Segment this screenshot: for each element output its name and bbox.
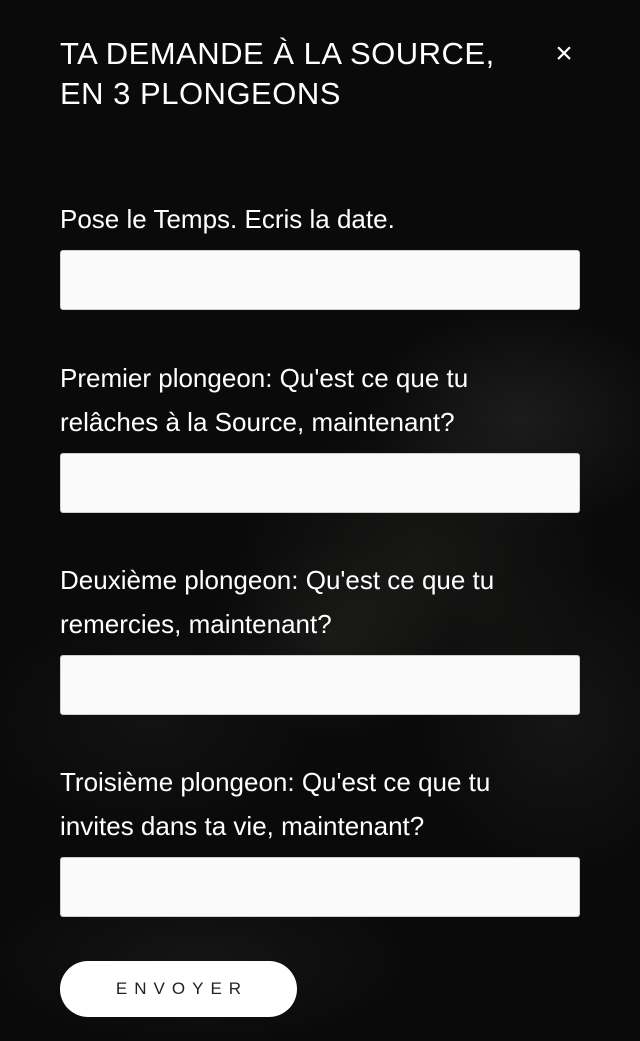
first-dive-field[interactable] bbox=[60, 453, 580, 513]
date-field-label-line-1: Pose le Temps. Ecris la date. bbox=[60, 204, 395, 234]
third-dive-field-label bbox=[60, 760, 580, 848]
second-dive-field-label bbox=[60, 558, 580, 646]
second-dive-field-label-line-2: remercies, maintenant? bbox=[60, 609, 332, 639]
close-icon[interactable]: × bbox=[555, 37, 573, 70]
modal-title-line-1: TA DEMANDE À LA SOURCE, bbox=[60, 36, 495, 71]
modal-title bbox=[60, 34, 530, 114]
second-dive-field-label-line-1: Deuxième plongeon: Qu'est ce que tu bbox=[60, 565, 495, 595]
send-button[interactable]: ENVOYER bbox=[60, 961, 297, 1017]
first-dive-field-label-line-2: relâches à la Source, maintenant? bbox=[60, 407, 455, 437]
third-dive-field-label-line-1: Troisième plongeon: Qu'est ce que tu bbox=[60, 767, 491, 797]
modal-title-line-2: EN 3 PLONGEONS bbox=[60, 76, 341, 111]
first-dive-field-label-line-1: Premier plongeon: Qu'est ce que tu bbox=[60, 363, 469, 393]
second-dive-field[interactable] bbox=[60, 655, 580, 715]
third-dive-field[interactable] bbox=[60, 857, 580, 917]
third-dive-field-label-line-2: invites dans ta vie, maintenant? bbox=[60, 811, 425, 841]
first-dive-field-label bbox=[60, 356, 580, 444]
date-field[interactable] bbox=[60, 250, 580, 310]
date-field-label bbox=[60, 197, 580, 241]
